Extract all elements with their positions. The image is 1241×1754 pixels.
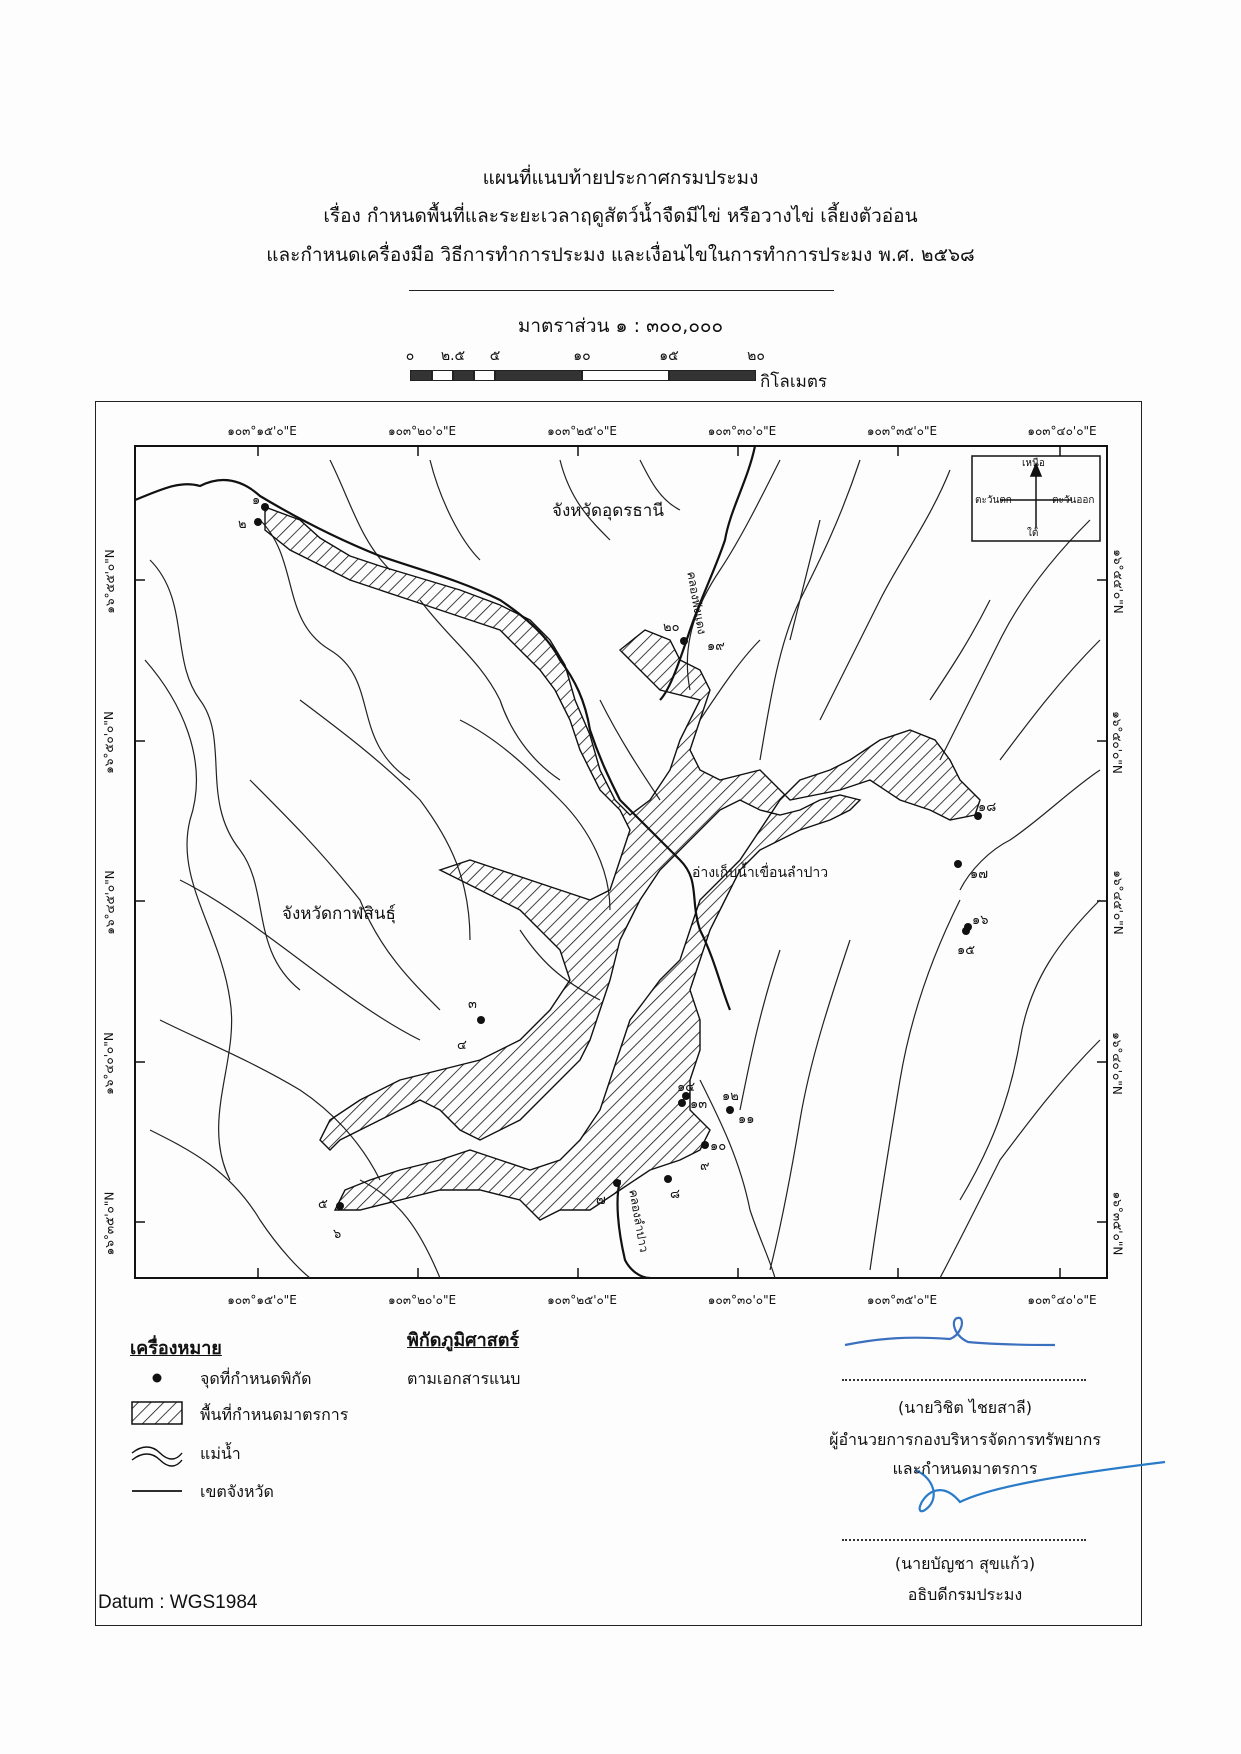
lat-label: ๑๖°๔๐'๐"N	[101, 1032, 116, 1095]
point-label: ๘	[670, 1187, 681, 1202]
place-udon: จังหวัดอุดรธานี	[552, 501, 664, 521]
point-label: ๑๗	[970, 867, 989, 882]
point-label: ๒	[238, 517, 247, 532]
signer-2-position: อธิบดีกรมประมง	[907, 1585, 1023, 1604]
legend-boundary-label: เขตจังหวัด	[200, 1482, 274, 1501]
lat-label: ๑๖°๕๐'๐"N	[101, 711, 116, 774]
place-kalasin: จังหวัดกาฬสินธุ์	[282, 904, 396, 924]
coordinates-title: พิกัดภูมิศาสตร์	[407, 1330, 520, 1351]
scale-tick: ๕	[489, 348, 501, 364]
scale-ratio: มาตราส่วน ๑ : ๓๐๐,๐๐๐	[517, 315, 724, 337]
legend-river-label: แม่น้ำ	[200, 1444, 241, 1463]
lon-label: ๑๐๓°๒๐'๐"E	[387, 1293, 457, 1307]
signature-1	[845, 1318, 1055, 1345]
scale-tick: ๑๐	[573, 348, 591, 364]
point-label: ๑	[252, 493, 261, 508]
east-label: ตะวันออก	[1052, 495, 1095, 506]
lon-label: ๑๐๓°๓๕'๐"E	[866, 424, 938, 438]
point-label: ๑๘	[978, 800, 997, 815]
legend-point-label: จุดที่กำหนดพิกัด	[200, 1369, 312, 1388]
lon-label: ๑๐๓°๒๕'๐"E	[547, 1293, 617, 1307]
place-canal-north: คลองพังแดง	[684, 570, 710, 636]
lon-label: ๑๐๓°๒๕'๐"E	[547, 424, 617, 438]
legend-area-symbol	[132, 1402, 182, 1424]
signer-1-position-2: และกำหนดมาตรการ	[892, 1459, 1038, 1478]
signature-line-1	[842, 1379, 1086, 1381]
scale-tick: ๒.๕	[440, 348, 466, 364]
place-reservoir: อ่างเก็บน้ำเขื่อนลำปาว	[692, 865, 829, 881]
point-label: ๑๒	[722, 1089, 739, 1104]
lat-label: ๑๖°๕๕'๐"N	[102, 549, 117, 614]
signer-1-position: ผู้อำนวยการกองบริหารจัดการทรัพยากร	[829, 1430, 1101, 1449]
point-label: ๑๙	[707, 639, 725, 654]
north-label: เหนือ	[1022, 458, 1045, 469]
point-label: ๑๑	[738, 1112, 755, 1127]
map-title-line2: เรื่อง กำหนดพื้นที่และระยะเวลาฤดูสัตว์น้ำจืดมีไข่ หรือวางไข่ เลี้ยงตัวอ่อน	[323, 205, 918, 227]
lat-label: ๑๖°๔๐'๐"N	[1109, 1032, 1124, 1095]
point-label: ๑๐	[710, 1139, 727, 1154]
lon-label: ๑๐๓°๑๕'๐"E	[227, 1293, 297, 1307]
point-label: ๑๖	[972, 913, 989, 928]
lat-label: ๑๖°๕๐'๐"N	[1109, 711, 1124, 774]
point-label: ๑๓	[690, 1097, 708, 1112]
datum-label: Datum : WGS1984	[98, 1592, 258, 1613]
point-label: ๒๐	[663, 620, 680, 635]
signer-1-name: (นายวิชิต ไชยสาลี)	[898, 1398, 1032, 1417]
lon-label: ๑๐๓°๑๕'๐"E	[227, 424, 297, 438]
lat-label: ๑๖°๕๕'๐"N	[1110, 549, 1125, 614]
lon-label: ๑๐๓°๓๐'๐"E	[707, 424, 777, 438]
scale-tick: ๑๕	[659, 348, 679, 364]
lat-label: ๑๖°๔๕'๐"N	[1110, 870, 1125, 935]
legend-title: เครื่องหมาย	[130, 1338, 222, 1359]
point-label: ๕	[318, 1197, 328, 1212]
map-title-line3: และกำหนดเครื่องมือ วิธีการทำการประมง และเงื่อนไขในการทำการประมง พ.ศ. ๒๕๖๘	[266, 244, 975, 266]
point-label: ๙	[700, 1159, 710, 1174]
place-canal-south: คลองลำปาว	[626, 1188, 652, 1254]
point-label: ๑๔	[677, 1080, 696, 1095]
point-label: ๔	[457, 1038, 467, 1053]
point-label: ๑๕	[957, 943, 976, 958]
lon-label: ๑๐๓°๒๐'๐"E	[387, 424, 457, 438]
map-title-line1: แผนที่แนบท้ายประกาศกรมประมง	[482, 167, 759, 189]
lat-label: ๑๖°๔๕'๐"N	[102, 870, 117, 935]
lon-label: ๑๐๓°๔๐'๐"E	[1027, 424, 1097, 438]
signature-line-2	[842, 1539, 1086, 1541]
scale-tick: ๐	[405, 348, 415, 364]
signer-2-name: (นายบัญชา สุขแก้ว)	[894, 1554, 1036, 1573]
lat-label: ๑๖°๓๕'๐"N	[102, 1191, 117, 1256]
lon-label: ๑๐๓°๓๐'๐"E	[707, 1293, 777, 1307]
west-label: ตะวันตก	[975, 495, 1012, 506]
lon-label: ๑๐๓°๔๐'๐"E	[1027, 1293, 1097, 1307]
legend-point-symbol	[153, 1374, 162, 1383]
coordinates-text: ตามเอกสารแนบ	[407, 1369, 521, 1388]
scale-unit: กิโลเมตร	[760, 372, 828, 392]
scale-tick: ๒๐	[747, 348, 765, 364]
legend-area-label: พื้นที่กำหนดมาตรการ	[200, 1405, 349, 1424]
point-label: ๖	[333, 1227, 342, 1242]
lon-label: ๑๐๓°๓๕'๐"E	[866, 1293, 938, 1307]
point-label: ๓	[468, 997, 477, 1012]
south-label: ใต้	[1027, 528, 1039, 539]
lat-label: ๑๖°๓๕'๐"N	[1110, 1191, 1125, 1256]
point-label: ๗	[596, 1193, 606, 1208]
